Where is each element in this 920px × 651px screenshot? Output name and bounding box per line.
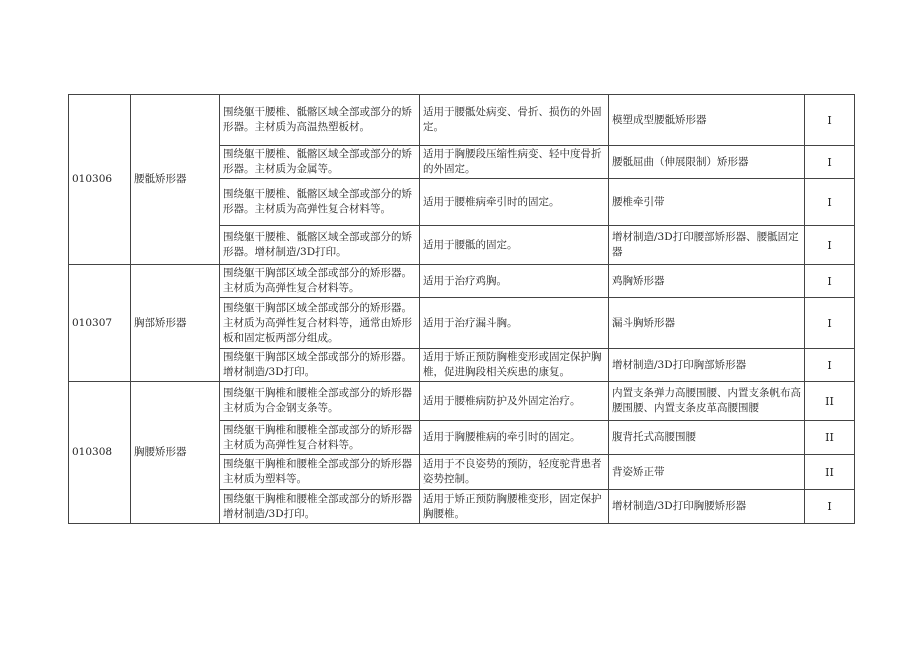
category-code: 010308 (69, 382, 131, 524)
category-code: 010306 (69, 95, 131, 265)
management-class: I (805, 265, 855, 298)
product-examples: 背姿矫正带 (609, 455, 805, 490)
category-code: 010307 (69, 265, 131, 382)
product-description: 围绕躯干腰椎、骶髂区域全部或部分的矫形器。增材制造/3D打印。 (220, 226, 420, 265)
product-description: 围绕躯干胸椎和腰椎全部或部分的矫形器主材质为高弹性复合材料等。 (220, 421, 420, 455)
intended-use: 适用于不良姿势的预防，轻度驼背患者姿势控制。 (420, 455, 609, 490)
intended-use: 适用于腰骶处病变、骨折、损伤的外固定。 (420, 95, 609, 146)
product-examples: 增材制造/3D打印腰部矫形器、腰骶固定器 (609, 226, 805, 265)
product-description: 围绕躯干腰椎、骶髂区域全部或部分的矫形器。主材质为高弹性复合材料等。 (220, 179, 420, 226)
intended-use: 适用于治疗漏斗胸。 (420, 298, 609, 349)
product-description: 围绕躯干胸椎和腰椎全部或部分的矫形器主材质为塑料等。 (220, 455, 420, 490)
intended-use: 适用于胸腰段压缩性病变、轻中度骨折的外固定。 (420, 146, 609, 179)
management-class: I (805, 298, 855, 349)
product-examples: 内置支条弹力高腰围腰、内置支条帆布高腰围腰、内置支条皮革高腰围腰 (609, 382, 805, 421)
product-description: 围绕躯干胸椎和腰椎全部或部分的矫形器增材制造/3D打印。 (220, 490, 420, 524)
category-name: 胸腰矫形器 (131, 382, 220, 524)
intended-use: 适用于腰椎病防护及外固定治疗。 (420, 382, 609, 421)
product-examples: 鸡胸矫形器 (609, 265, 805, 298)
management-class: I (805, 490, 855, 524)
intended-use: 适用于腰骶的固定。 (420, 226, 609, 265)
category-name: 胸部矫形器 (131, 265, 220, 382)
product-examples: 模塑成型腰骶矫形器 (609, 95, 805, 146)
table-row (69, 95, 855, 146)
table-row (69, 265, 855, 298)
intended-use: 适用于矫正预防胸腰椎变形，固定保护胸腰椎。 (420, 490, 609, 524)
product-examples: 漏斗胸矫形器 (609, 298, 805, 349)
product-description: 围绕躯干胸部区域全部或部分的矫形器。主材质为高弹性复合材料等。 (220, 265, 420, 298)
management-class: I (805, 349, 855, 382)
device-classification-table (68, 94, 855, 524)
management-class: I (805, 146, 855, 179)
management-class: I (805, 95, 855, 146)
management-class: I (805, 179, 855, 226)
intended-use: 适用于矫正预防胸椎变形或固定保护胸椎，促进胸段相关疾患的康复。 (420, 349, 609, 382)
table-row (69, 382, 855, 421)
category-name: 腰骶矫形器 (131, 95, 220, 265)
management-class: II (805, 455, 855, 490)
product-examples: 增材制造/3D打印胸腰矫形器 (609, 490, 805, 524)
product-description: 围绕躯干腰椎、骶髂区域全部或部分的矫形器。主材质为高温热塑板材。 (220, 95, 420, 146)
intended-use: 适用于治疗鸡胸。 (420, 265, 609, 298)
product-examples: 增材制造/3D打印胸部矫形器 (609, 349, 805, 382)
management-class: I (805, 226, 855, 265)
product-description: 围绕躯干胸部区域全部或部分的矫形器。增材制造/3D打印。 (220, 349, 420, 382)
product-examples: 腰椎牵引带 (609, 179, 805, 226)
product-examples: 腰骶屈曲（伸展限制）矫形器 (609, 146, 805, 179)
management-class: II (805, 382, 855, 421)
product-description: 围绕躯干胸部区域全部或部分的矫形器。主材质为高弹性复合材料等，通常由矫形板和固定板两部分组成。 (220, 298, 420, 349)
management-class: II (805, 421, 855, 455)
product-description: 围绕躯干胸椎和腰椎全部或部分的矫形器主材质为合金钢支条等。 (220, 382, 420, 421)
product-description: 围绕躯干腰椎、骶髂区域全部或部分的矫形器。主材质为金属等。 (220, 146, 420, 179)
intended-use: 适用于胸腰椎病的牵引时的固定。 (420, 421, 609, 455)
product-examples: 腹背托式高腰围腰 (609, 421, 805, 455)
intended-use: 适用于腰椎病牵引时的固定。 (420, 179, 609, 226)
